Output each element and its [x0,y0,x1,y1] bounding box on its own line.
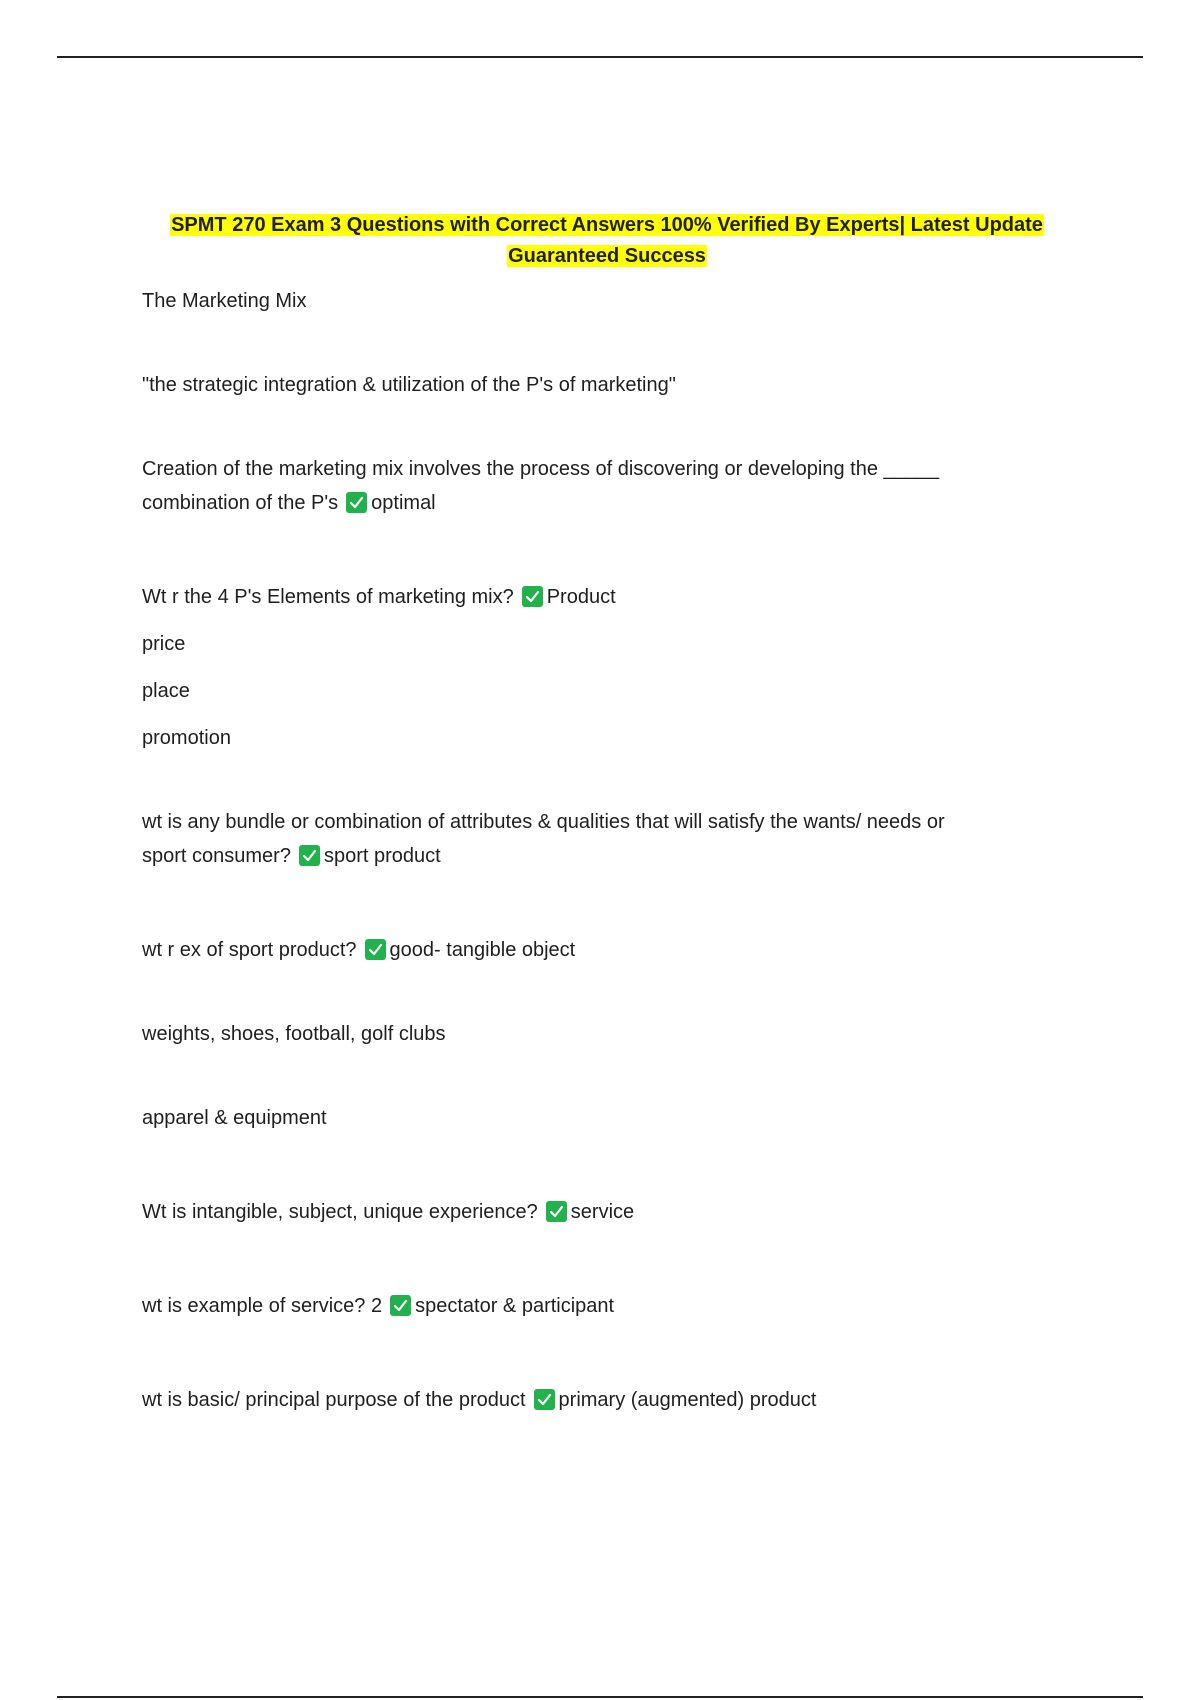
check-mark-icon [299,845,320,866]
question-text: wt is example of service? 2 [142,1295,383,1317]
qa-item-7 [142,1383,1072,1417]
answer-text: primary (augmented) product [558,1389,817,1411]
question-text: wt is basic/ principal purpose of the product [142,1389,526,1411]
top-rule [57,56,1143,58]
check-mark-icon [390,1295,411,1316]
title-line-1: SPMT 270 Exam 3 Questions with Correct Answers 100% Verified By Experts| Latest Update [171,214,1043,236]
bottom-rule [57,1696,1143,1698]
answer-text: Product [546,586,616,608]
answer-text: spectator & participant [415,1295,615,1317]
answer-text: good- tangible object [389,939,576,961]
question-text-cont: combination of the P's [142,492,339,514]
question-text: Creation of the marketing mix involves the process of discovering or developing the _____ [142,458,940,480]
qa-item-6 [142,1289,1072,1323]
question-text-cont: sport consumer? [142,845,291,867]
question-text: wt r ex of sport product? [142,939,357,961]
document-body [142,210,1072,1417]
check-mark-icon [346,492,367,513]
note-text: apparel & equipment [142,1107,327,1129]
qa-item-1 [142,452,1072,520]
section-heading: The Marketing Mix [142,290,307,312]
qa-item-4 [142,933,1072,967]
answer-text: optimal [371,492,436,514]
answer-continuation: promotion [142,727,231,749]
title-line-2: Guaranteed Success [508,245,706,267]
check-mark-icon [365,939,386,960]
check-mark-icon [522,586,543,607]
qa-item-3 [142,805,1072,873]
definition-text: "the strategic integration & utilization of the P's of marketing" [142,374,676,396]
question-text: wt is any bundle or combination of attributes & qualities that will satisfy the wants/ needs or [142,811,945,833]
qa-item-2 [142,580,1072,755]
answer-text: sport product [323,845,441,867]
question-text: Wt r the 4 P's Elements of marketing mix? [142,586,514,608]
answer-continuation: place [142,680,190,702]
check-mark-icon [534,1389,555,1410]
answer-text: service [570,1201,635,1223]
qa-item-5 [142,1195,1072,1229]
note-text: weights, shoes, football, golf clubs [142,1023,446,1045]
question-text: Wt is intangible, subject, unique experience? [142,1201,538,1223]
check-mark-icon [546,1201,567,1222]
answer-continuation: price [142,633,186,655]
document-title [142,210,1072,272]
